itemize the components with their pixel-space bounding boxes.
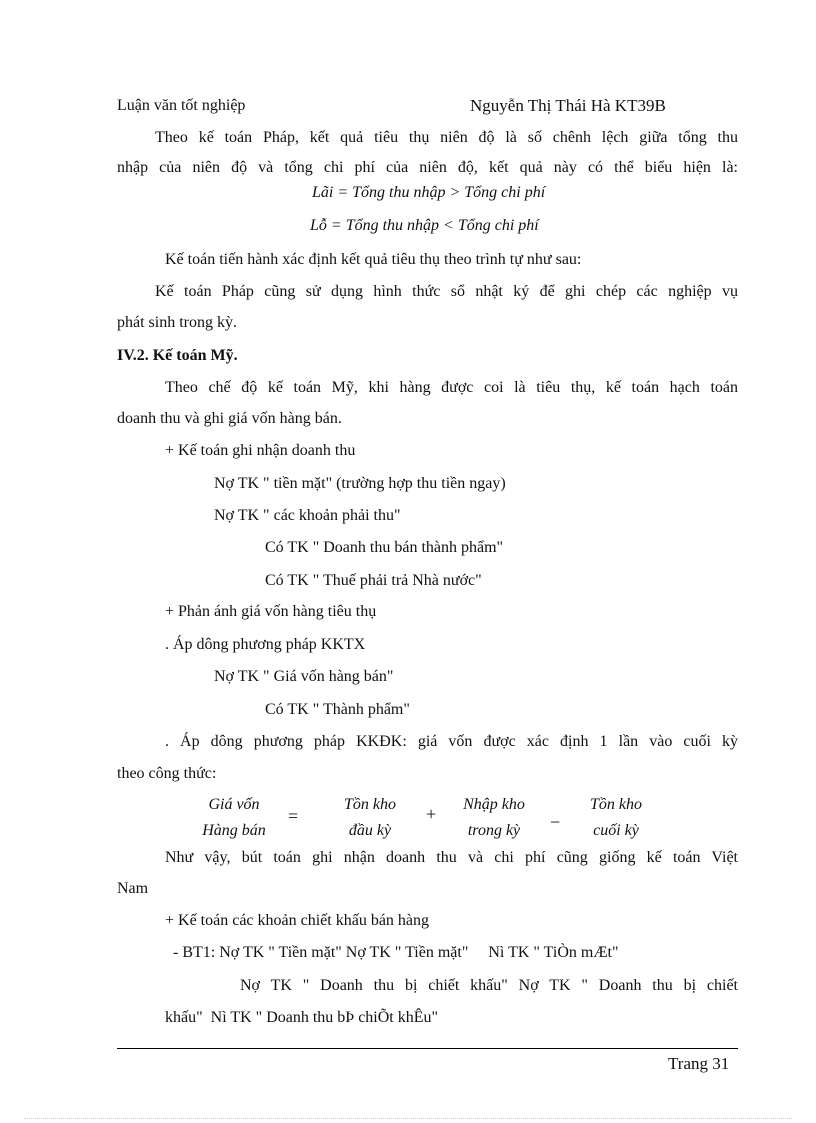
para2-line2: phát sinh trong kỳ. bbox=[117, 314, 237, 331]
footer-page-number: Trang 31 bbox=[668, 1054, 730, 1073]
line-trinh-tu: Kế toán tiến hành xác định kết quả tiêu thụ theo trình tự như sau: bbox=[165, 251, 582, 268]
equation-term-nhap-kho-top: Nhập kho bbox=[463, 796, 525, 813]
para3-line1: Theo chế độ kế toán Mỹ, khi hàng được coi là tiêu thụ, kế toán hạch toán bbox=[165, 379, 738, 396]
equation-minus: − bbox=[550, 812, 561, 832]
equation-term-ton-cuoi-bottom: cuối kỳ bbox=[593, 822, 639, 839]
equation-term-ton-dau bbox=[324, 792, 416, 844]
equation-term-ton-cuoi-top: Tồn kho bbox=[590, 796, 642, 813]
entry-kkdk-line1: . Áp dông phương pháp KKĐK: giá vốn được xác định 1 lần vào cuối kỳ bbox=[165, 733, 738, 750]
section-heading: IV.2. Kế toán Mỹ. bbox=[117, 347, 238, 364]
para4-line2: Nam bbox=[117, 880, 149, 897]
entry-no-tien-mat: Nợ TK " tiền mặt" (trường hợp thu tiền ngay) bbox=[214, 475, 506, 492]
chiet-khau-bt1: - BT1: Nợ TK " Tiền mặt" Nợ TK " Tiền mặt" Nì TK " TiÒn mÆt" bbox=[173, 944, 619, 961]
entry-no-phai-thu: Nợ TK " các khoản phải thu" bbox=[214, 507, 401, 524]
para2-line1: Kế toán Pháp cũng sử dụng hình thức sổ nhật ký để ghi chép các nghiệp vụ bbox=[155, 283, 738, 300]
equation-term-gia-von-top: Giá vốn bbox=[208, 796, 260, 813]
entry-ghi-nhan: + Kế toán ghi nhận doanh thu bbox=[165, 442, 356, 459]
equation-plus: + bbox=[426, 804, 437, 824]
page-edge-dots bbox=[24, 1118, 792, 1119]
equation-term-nhap-kho-bottom: trong kỳ bbox=[467, 822, 521, 839]
entry-co-thue: Có TK " Thuế phải trả Nhà nước" bbox=[265, 572, 482, 589]
equation-equals: = bbox=[288, 806, 299, 826]
entry-co-thanh-pham: Có TK " Thành phẩm" bbox=[265, 701, 410, 718]
para1-line1: Theo kế toán Pháp, kết quả tiêu thụ niên độ là số chênh lệch giữa tổng thu bbox=[155, 129, 738, 146]
formula-lai: Lãi = Tổng thu nhập > Tổng chi phí bbox=[312, 184, 546, 201]
equation-term-ton-cuoi bbox=[570, 792, 662, 844]
equation-term-ton-dau-top: Tồn kho bbox=[344, 796, 396, 813]
equation-term-ton-dau-bottom: đầu kỳ bbox=[348, 822, 392, 839]
chiet-khau-line2: Nợ TK " Doanh thu bị chiết khấu" Nợ TK " Doanh thu bị chiết bbox=[240, 977, 738, 994]
para3-line2: doanh thu và ghi giá vốn hàng bán. bbox=[117, 410, 342, 427]
chiet-khau-line3: khấu" Nì TK " Doanh thu bÞ chiÕt khÊu" bbox=[165, 1009, 439, 1026]
footer-rule bbox=[117, 1048, 738, 1049]
entry-kkdk-line2: theo công thức: bbox=[117, 765, 217, 782]
formula-lo: Lỗ = Tổng thu nhập < Tổng chi phí bbox=[310, 217, 539, 234]
header-right: Nguyễn Thị Thái Hà KT39B bbox=[470, 96, 666, 115]
equation-term-nhap-kho bbox=[448, 792, 540, 844]
header-left: Luận văn tốt nghiệp bbox=[117, 97, 246, 114]
chiet-khau-title: + Kế toán các khoản chiết khấu bán hàng bbox=[165, 912, 430, 929]
entry-phan-anh: + Phản ánh giá vốn hàng tiêu thụ bbox=[165, 603, 377, 620]
entry-co-doanh-thu: Có TK " Doanh thu bán thành phẩm" bbox=[265, 539, 504, 556]
entry-kktx: . Áp dông phương pháp KKTX bbox=[165, 636, 366, 653]
entry-no-gia-von: Nợ TK " Giá vốn hàng bán" bbox=[214, 668, 394, 685]
para4-line1: Như vậy, bút toán ghi nhận doanh thu và chi phí cũng giống kế toán Việt bbox=[165, 849, 738, 866]
equation-term-gia-von bbox=[188, 792, 280, 844]
para1-line2: nhập của niên độ và tổng chi phí của niên độ, kết quả này có thể biểu hiện là: bbox=[117, 159, 738, 176]
equation-term-gia-von-bottom: Hàng bán bbox=[202, 822, 266, 839]
